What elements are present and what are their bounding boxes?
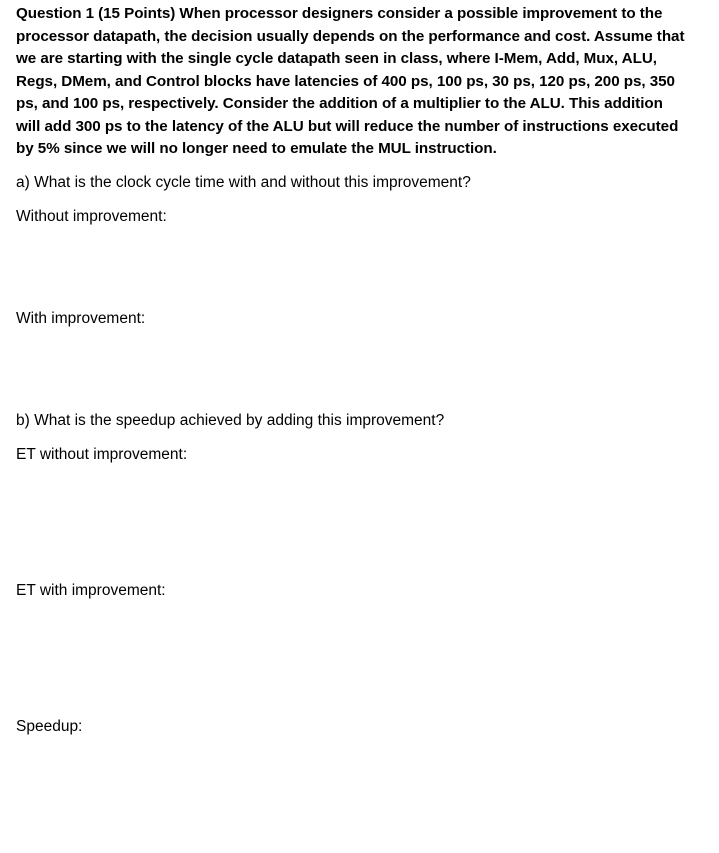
part-b-prompt: b) What is the speedup achieved by adding this improvement? [16,412,445,429]
speedup-label: Speedup: [16,718,83,735]
et-with-improvement-answer-area [16,604,686,714]
et-without-improvement-label: ET without improvement: [16,446,188,463]
without-improvement-label: Without improvement: [16,208,167,225]
part-a-prompt: a) What is the clock cycle time with and without this improvement? [16,174,471,191]
with-improvement-label: With improvement: [16,310,146,327]
without-improvement-answer-area [16,230,686,306]
with-improvement-answer-area [16,332,686,408]
et-with-improvement-label: ET with improvement: [16,582,166,599]
speedup-answer-area [16,740,686,850]
question-statement: Question 1 (15 Points) When processor designers consider a possible improvement to the processor datapath, the decision usually depends on the performance and cost. Assume that we are starting with the single cycle datapath seen in class, where I-Mem, Add, Mux, ALU, Regs, DMem, and Control blocks have latencies of 400 ps, 100 ps, 30 ps, 120 ps, 200 ps, 350 ps, and 100 ps, respectively. Consider the addition of a multiplier to the ALU. This addition will add 300 ps to the latency of the ALU but will reduce the number of instructions executed by 5% since we will no longer need to emulate the MUL instruction. [16,5,685,157]
et-without-improvement-answer-area [16,468,686,578]
